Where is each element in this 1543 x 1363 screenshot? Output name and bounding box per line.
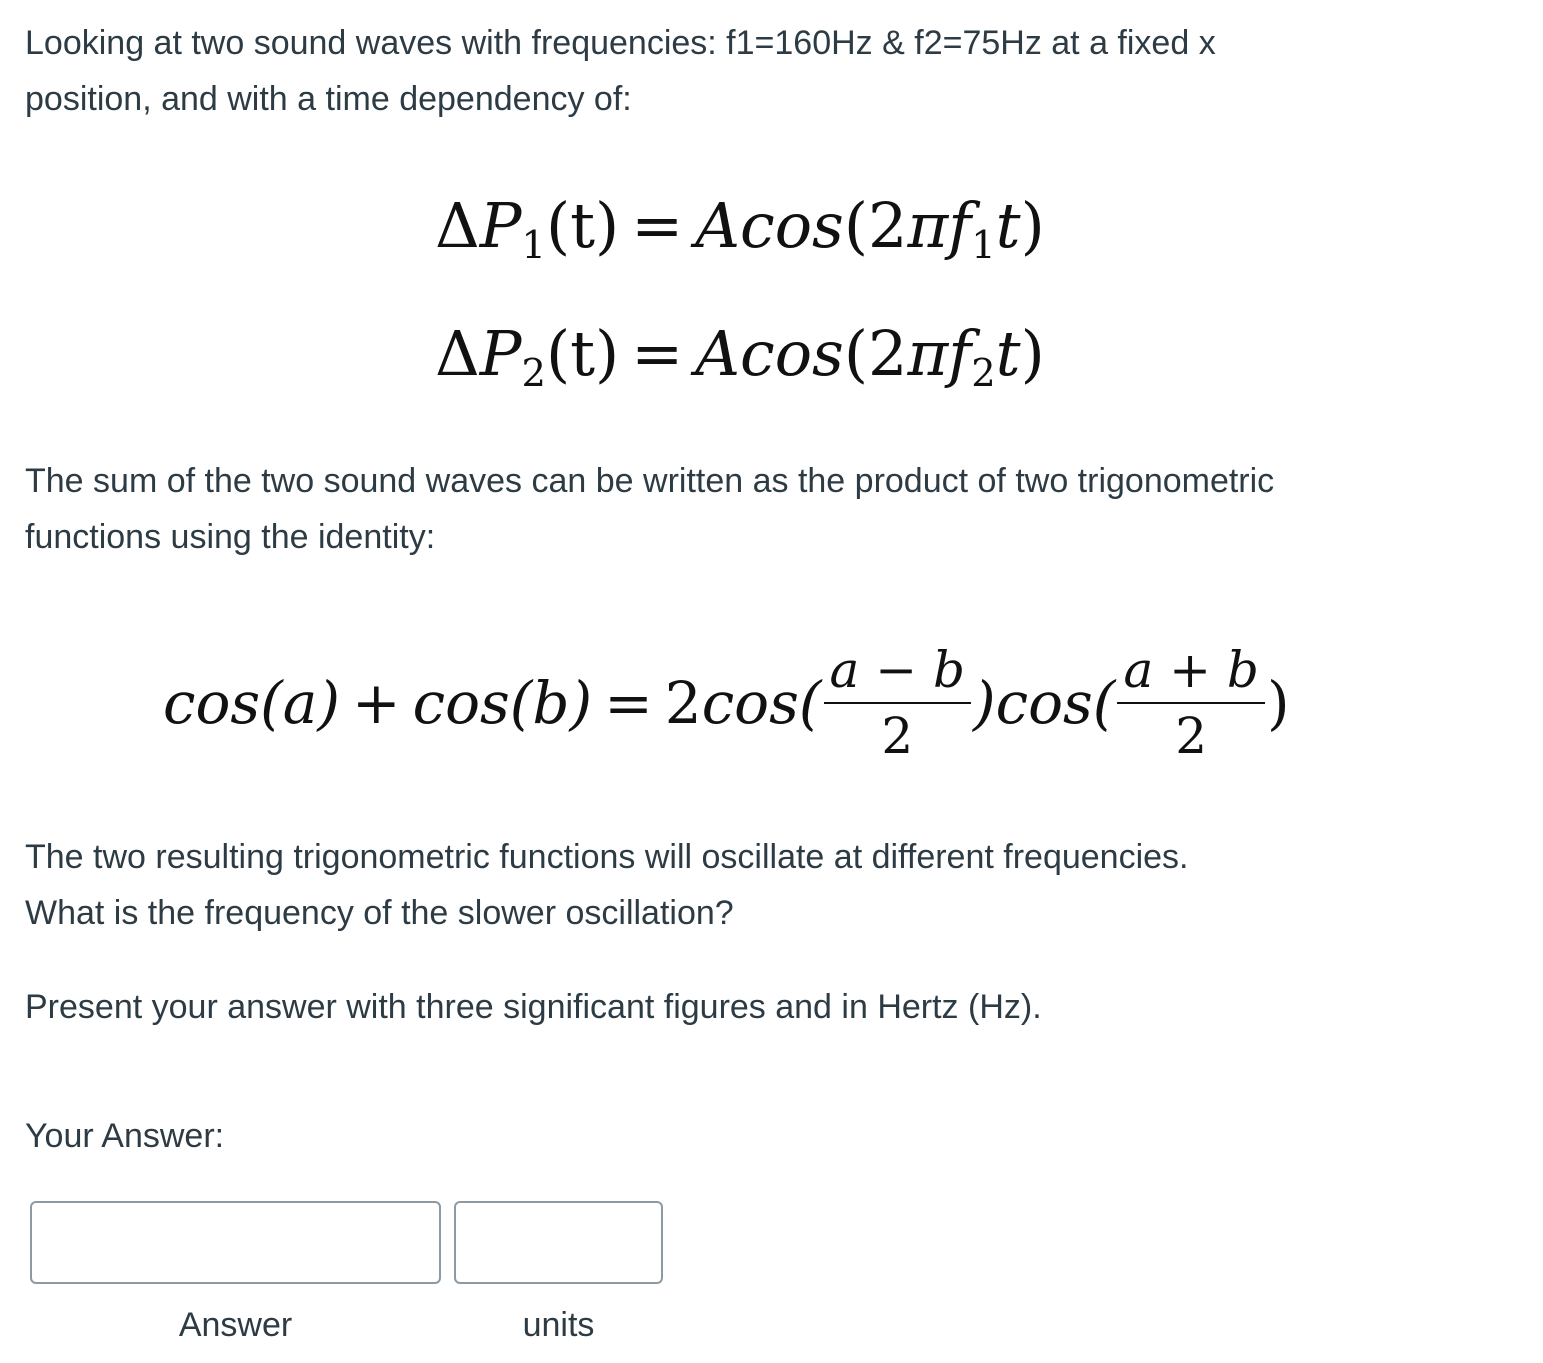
eq1-fsub: 1 — [971, 222, 996, 268]
fraction-denominator: 2 — [881, 707, 914, 765]
eq2-sub: 2 — [521, 350, 546, 396]
identity-cos-a: cos(a) — [163, 669, 341, 737]
identity-two: 2 — [664, 669, 702, 737]
identity-cos-mid: )cos( — [973, 669, 1116, 737]
eq2-fsub: 2 — [971, 350, 996, 396]
fraction-bar — [824, 702, 972, 704]
fraction-a-minus-b — [824, 642, 972, 764]
question-line-2: What is the frequency of the slower oscillation? — [25, 894, 734, 932]
eq2-open: (2 — [843, 317, 908, 390]
intro-line-1: Looking at two sound waves with frequencies: f1=160Hz & f2=75Hz at a fixed x — [25, 24, 1216, 62]
identity-cos-open: cos( — [701, 669, 822, 737]
eq2-f: f — [948, 317, 972, 390]
eq2-t: t — [995, 317, 1021, 390]
fraction-denominator: 2 — [1175, 707, 1208, 765]
eq2-arg: (t) — [545, 317, 620, 390]
eq1-close: ) — [1020, 189, 1045, 262]
intro-line-2: position, and with a time dependency of: — [25, 80, 632, 118]
eq1-delta: Δ — [435, 189, 480, 262]
eq2-pi: π — [907, 317, 949, 390]
fraction-numerator: a − b — [829, 641, 965, 699]
eq1-pi: π — [907, 189, 949, 262]
sum-line-1: The sum of the two sound waves can be written as the product of two trigonometric — [25, 462, 1275, 500]
eq1-open: (2 — [843, 189, 908, 262]
units-label: units — [522, 1306, 595, 1344]
eq2-delta: Δ — [435, 317, 480, 390]
answer-input[interactable] — [30, 1201, 441, 1284]
eq1-sub: 1 — [521, 222, 546, 268]
eq1-f: f — [948, 189, 972, 262]
equation-delta-p1 — [435, 189, 1045, 268]
fraction-a-plus-b — [1117, 642, 1265, 764]
identity-cos-b: cos(b) — [412, 669, 593, 737]
identity-close: ) — [1266, 669, 1290, 737]
eq2-close: ) — [1020, 317, 1045, 390]
equation-delta-p2 — [435, 317, 1045, 396]
eq1-equals: = — [631, 189, 684, 262]
identity-plus: + — [352, 669, 401, 737]
fraction-bar — [1117, 702, 1265, 704]
eq2-amp: A — [695, 317, 740, 390]
your-answer-heading: Your Answer: — [25, 1117, 225, 1155]
units-input[interactable] — [454, 1201, 663, 1284]
eq1-func: cos — [739, 189, 844, 262]
eq1-arg: (t) — [545, 189, 620, 262]
answer-label: Answer — [178, 1306, 293, 1344]
sum-line-2: functions using the identity: — [25, 518, 436, 556]
instruction-text: Present your answer with three significant figures and in Hertz (Hz). — [25, 988, 1042, 1026]
eq2-func: cos — [739, 317, 844, 390]
identity-equals: = — [604, 669, 653, 737]
eq2-equals: = — [631, 317, 684, 390]
eq1-t: t — [995, 189, 1021, 262]
eq2-var: P — [479, 317, 522, 390]
eq1-var: P — [479, 189, 522, 262]
fraction-numerator: a + b — [1123, 641, 1259, 699]
question-line-1: The two resulting trigonometric functions will oscillate at different frequencies. — [25, 838, 1189, 876]
eq1-amp: A — [695, 189, 740, 262]
sum-to-product-identity — [163, 628, 1290, 778]
